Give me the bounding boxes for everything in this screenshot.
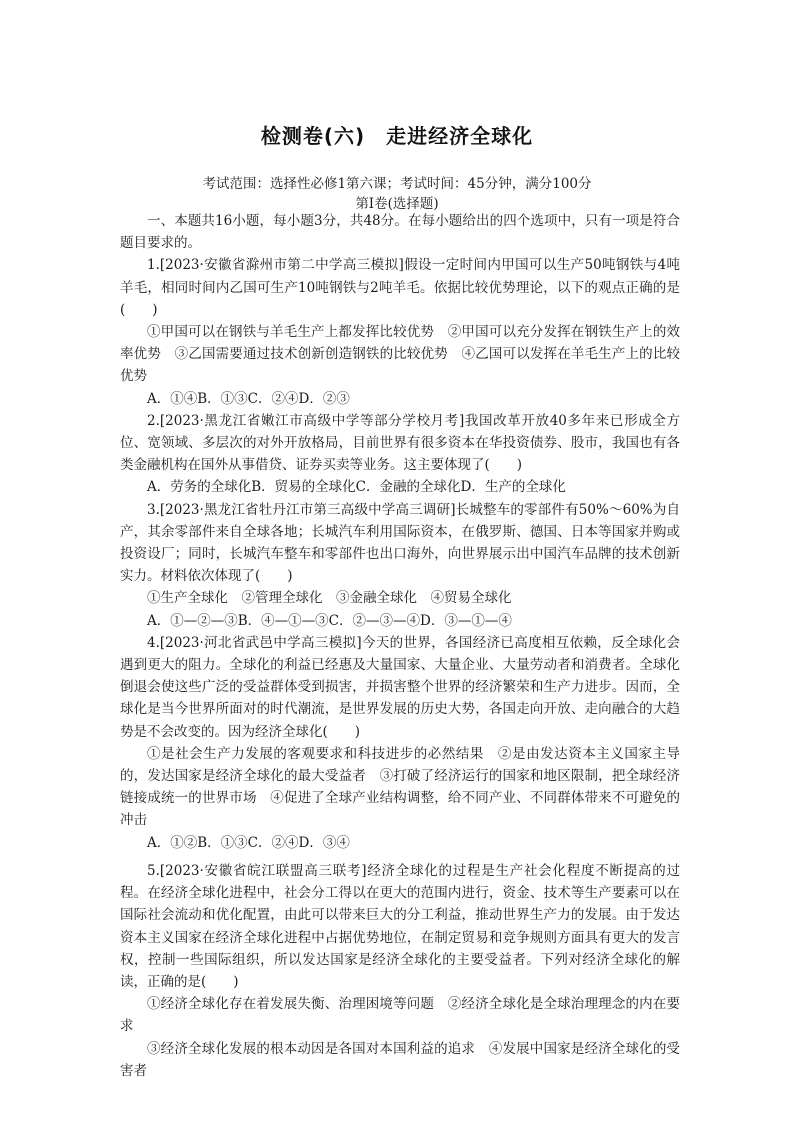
- question-1: [120, 254, 680, 409]
- question-statements: ③经济全球化发展的根本动因是各国对本国利益的追求 ④发展中国家是经济全球化的受害者: [120, 1040, 680, 1079]
- question-options: A．①—②—③B．④—①—③C．②—③—④D．③—①—④: [147, 612, 512, 629]
- question-stem: 5.[2023·安徽省皖江联盟高三联考]经济全球化的过程是生产社会化程度不断提高的过程。在经济全球化进程中，社会分工得以在更大的范围内进行，资金、技术等生产要素可以在国际社会流动和优化配置，由此可以带来巨大的分工利益，推动世界生产力的发展。由于发达资本主义国家在经济全球化进程中占据优势地位，在制定贸易和竞争规则方面具有更大的发言权，控制一些国际组织，所以发达国家是经济全球化的主要受益者。下列对经济全球化的解读，正确的是( ): [120, 862, 680, 990]
- question-stem: 1.[2023·安徽省滁州市第二中学高三模拟]假设一定时间内甲国可以生产50吨钢铁与4吨羊毛，相同时间内乙国可生产10吨钢铁与2吨羊毛。依据比较优势理论，以下的观点正确的是( ): [120, 257, 680, 318]
- question-options: A．①④B．①③C．②④D．②③: [147, 390, 350, 407]
- exam-info: 考试范围：选择性必修1第六课；考试时间：45分钟，满分100分: [202, 176, 592, 192]
- question-5: [120, 860, 680, 1082]
- question-statements: ①经济全球化存在着发展失衡、治理困境等问题 ②经济全球化是全球治理理念的内在要求: [120, 996, 680, 1035]
- question-list: [120, 210, 680, 1082]
- question-options: A．劳务的全球化B．贸易的全球化C．金融的全球化D．生产的全球化: [147, 479, 566, 496]
- question-4: [120, 632, 680, 854]
- question-statements: ①生产全球化 ②管理全球化 ③金融全球化 ④贸易全球化: [147, 590, 512, 607]
- question-stem: 3.[2023·黑龙江省牡丹江市第三高级中学高三调研]长城整车的零部件有50%～60%为自产，其余零部件来自全球各地；长城汽车利用国际资本，在俄罗斯、德国、日本等国家并购或投资设厂；同时，长城汽车整车和零部件也出口海外，向世界展示出中国汽车品牌的技术创新实力。材料依次体现了( ): [120, 501, 680, 585]
- instructions: 一、本题共16小题，每小题3分，共48分。在每小题给出的四个选项中，只有一项是符合题目要求的。: [120, 213, 680, 252]
- question-options: A．①②B．①③C．②④D．③④: [147, 834, 350, 851]
- question-statements: ①甲国可以在钢铁与羊毛生产上都发挥比较优势 ②甲国可以充分发挥在钢铁生产上的效率优势 ③乙国需要通过技术创新创造钢铁的比较优势 ④乙国可以发挥在羊毛生产上的比较优势: [120, 324, 680, 385]
- question-statements: ①是社会生产力发展的客观要求和科技进步的必然结果 ②是由发达资本主义国家主导的，发达国家是经济全球化的最大受益者 ③打破了经济运行的国家和地区限制，把全球经济链接成统一的世界市场 ④促进了全球产业结构调整，给不同产业、不同群体带来不可避免的冲击: [120, 745, 680, 829]
- page-title: 检测卷(六) 走进经济全球化: [260, 124, 534, 148]
- question-stem: 2.[2023·黑龙江省嫩江市高级中学等部分学校月考]我国改革开放40多年来已形成全方位、宽领域、多层次的对外开放格局，目前世界有很多资本在华投资债券、股市，我国也有各类金融机构在国外从事借贷、证券买卖等业务。这主要体现了( ): [120, 412, 680, 474]
- question-2: [120, 410, 680, 499]
- question-stem: 4.[2023·河北省武邑中学高三模拟]今天的世界，各国经济已高度相互依赖，反全球化会遇到更大的阻力。全球化的利益已经惠及大量国家、大量企业、大量劳动者和消费者。全球化倒退会使这些广泛的受益群体受到损害，并损害整个世界的经济繁荣和生产力进步。因而，全球化是当今世界所面对的时代潮流，是世界发展的历史大势，各国走向开放、走向融合的大趋势是不会改变的。因为经济全球化( ): [120, 634, 680, 740]
- question-3: [120, 499, 680, 632]
- section-heading: 第Ⅰ卷(选择题): [355, 196, 439, 212]
